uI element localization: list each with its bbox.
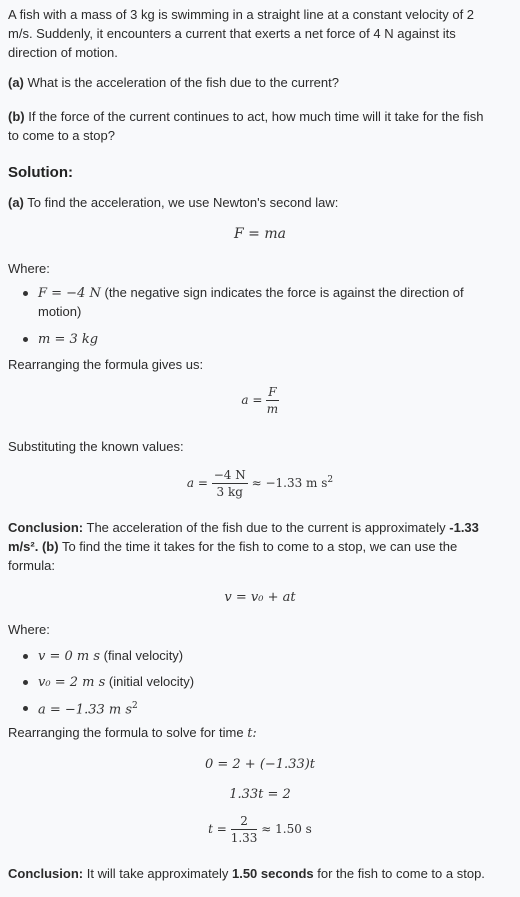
question-b-line-2: to come to a stop?: [8, 128, 115, 143]
bullet-marker: [23, 654, 28, 659]
bullet-marker: [23, 337, 28, 342]
bullet-mass: m = 3 kg: [38, 332, 99, 347]
rearranging-t-text: Rearranging the formula to solve for time t:: [8, 725, 257, 741]
part-b-label: (b): [41, 539, 59, 554]
question-a-label: (a): [8, 75, 24, 90]
where-label-a: Where:: [8, 261, 50, 276]
equation-t-step-1: 0 = 2 + (−1.33)t: [204, 757, 316, 772]
equation-kinematic: v = v₀ + at: [224, 590, 296, 605]
part-a-intro-text: To find the acceleration, we use Newton's second law:: [27, 195, 339, 210]
problem-line-2: m/s. Suddenly, it encounters a current that exerts a net force of 4 N against its: [8, 26, 456, 41]
equation-a-values: a = $\frac{-4 N}{3 kg}$ ≈ −1.33 m $s^2$: [186, 468, 334, 499]
bullet-marker: [23, 706, 28, 711]
bullet-marker: [23, 291, 28, 296]
bullet-force: F = −4 N (the negative sign indicates the force is against the direction of: [38, 285, 464, 301]
equation-newton: F = ma: [234, 226, 286, 242]
part-b-intro-line-2: formula:: [8, 558, 55, 573]
where-label-b: Where:: [8, 622, 50, 637]
conclusion-b: Conclusion: It will take approximately 1.50 seconds for the fish to come to a stop.: [8, 866, 485, 881]
rearranging-text: Rearranging the formula gives us:: [8, 357, 204, 372]
conclusion-a-line-1: Conclusion: The acceleration of the fish due to the current is approximately -1.33: [8, 520, 479, 535]
bullet-force-cont: motion): [38, 304, 82, 319]
conclusion-a-label: Conclusion:: [8, 520, 84, 535]
problem-line-3: direction of motion.: [8, 45, 118, 60]
equation-a-over-m: a = $\frac{F}{m}$: [241, 385, 279, 416]
question-a-text: What is the acceleration of the fish due to the current?: [27, 75, 339, 90]
conclusion-b-value: 1.50 seconds: [231, 866, 314, 881]
question-b-label: (b): [8, 109, 25, 124]
question-b-text-1: If the force of the current continues to act, how much time will it take for the fish: [28, 109, 484, 124]
substituting-text: Substituting the known values:: [8, 439, 184, 454]
part-a-intro: [8, 193, 338, 213]
bullet-acceleration: a = −1.33 m $s^2$: [38, 701, 138, 718]
conclusion-a-value: -1.33: [449, 520, 479, 535]
solution-heading: Solution:: [8, 164, 73, 181]
bullet-initial-velocity: v₀ = 2 m s (initial velocity): [38, 674, 195, 690]
part-a-label: (a): [8, 195, 24, 210]
equation-t-result: t = $\frac{2}{1.33}$ ≈ 1.50 s: [208, 814, 312, 845]
question-b-line-1: [8, 107, 483, 127]
question-a: [8, 73, 339, 93]
conclusion-a-line-2: m/s². (b) To find the time it takes for the fish to come to a stop, we can use the: [8, 539, 458, 554]
equation-t-step-2: 1.33t = 2: [229, 787, 291, 802]
conclusion-b-label: Conclusion:: [8, 866, 84, 881]
bullet-final-velocity: v = 0 m s (final velocity): [38, 648, 184, 664]
problem-line-1: A fish with a mass of 3 kg is swimming in a straight line at a constant velocity of 2: [8, 7, 475, 22]
bullet-marker: [23, 680, 28, 685]
